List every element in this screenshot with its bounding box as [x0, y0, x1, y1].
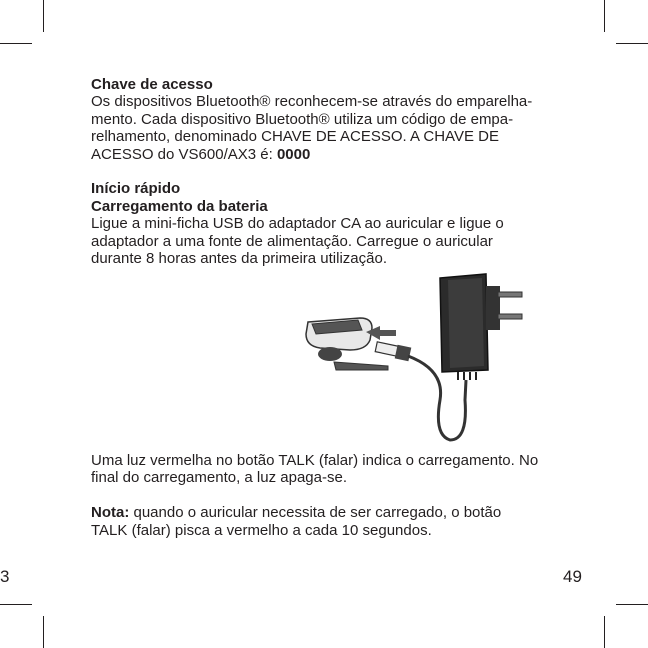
note-text: quando o auricular necessita de ser carregado, o botão	[129, 504, 502, 522]
page-number-right: 49	[563, 567, 582, 586]
headset-illustration	[306, 318, 388, 370]
main-text-block	[91, 76, 581, 267]
charging-subheading: Carregamento da bateria	[91, 197, 268, 215]
page-number-left: 3	[0, 567, 10, 586]
usb-plug	[375, 342, 411, 361]
passkey-line: relhamento, denominado CHAVE DE ACESSO. A CHAVE DE	[91, 128, 499, 146]
quickstart-line: Ligue a mini-ficha USB do adaptador CA ao auricular e ligue o	[91, 215, 504, 233]
crop-mark	[616, 43, 648, 44]
ac-adapter	[440, 274, 522, 380]
passkey-value: 0000	[276, 145, 311, 163]
crop-mark	[0, 604, 32, 605]
passkey-line-last	[91, 146, 581, 163]
quickstart-line: durante 8 horas antes da primeira utilização.	[91, 250, 388, 268]
crop-mark	[43, 616, 44, 648]
crop-mark	[604, 616, 605, 648]
quickstart-heading: Início rápido	[91, 180, 181, 198]
crop-mark	[616, 604, 648, 605]
note-line	[91, 504, 591, 521]
charger-illustration	[300, 270, 540, 445]
note-line-2: TALK (falar) pisca a vermelho a cada 10 segundos.	[91, 521, 432, 539]
passkey-line: mento. Cada dispositivo Bluetooth® utiliza um código de empa-	[91, 110, 514, 128]
note-label: Nota:	[91, 504, 130, 522]
charging-info-line: final do carregamento, a luz apaga-se.	[91, 469, 347, 487]
passkey-line: Os dispositivos Bluetooth® reconhecem-se através do emparelha-	[91, 93, 533, 111]
crop-mark	[604, 0, 605, 32]
crop-mark	[0, 43, 32, 44]
quickstart-line: adaptador a uma fonte de alimentação. Carregue o auricular	[91, 232, 493, 250]
lower-text-block	[91, 452, 591, 539]
charging-info-line: Uma luz vermelha no botão TALK (falar) indica o carregamento. No	[91, 452, 539, 469]
passkey-prefix: ACESSO do VS600/AX3 é:	[91, 145, 277, 163]
crop-mark	[43, 0, 44, 32]
passkey-heading: Chave de acesso	[91, 76, 213, 93]
